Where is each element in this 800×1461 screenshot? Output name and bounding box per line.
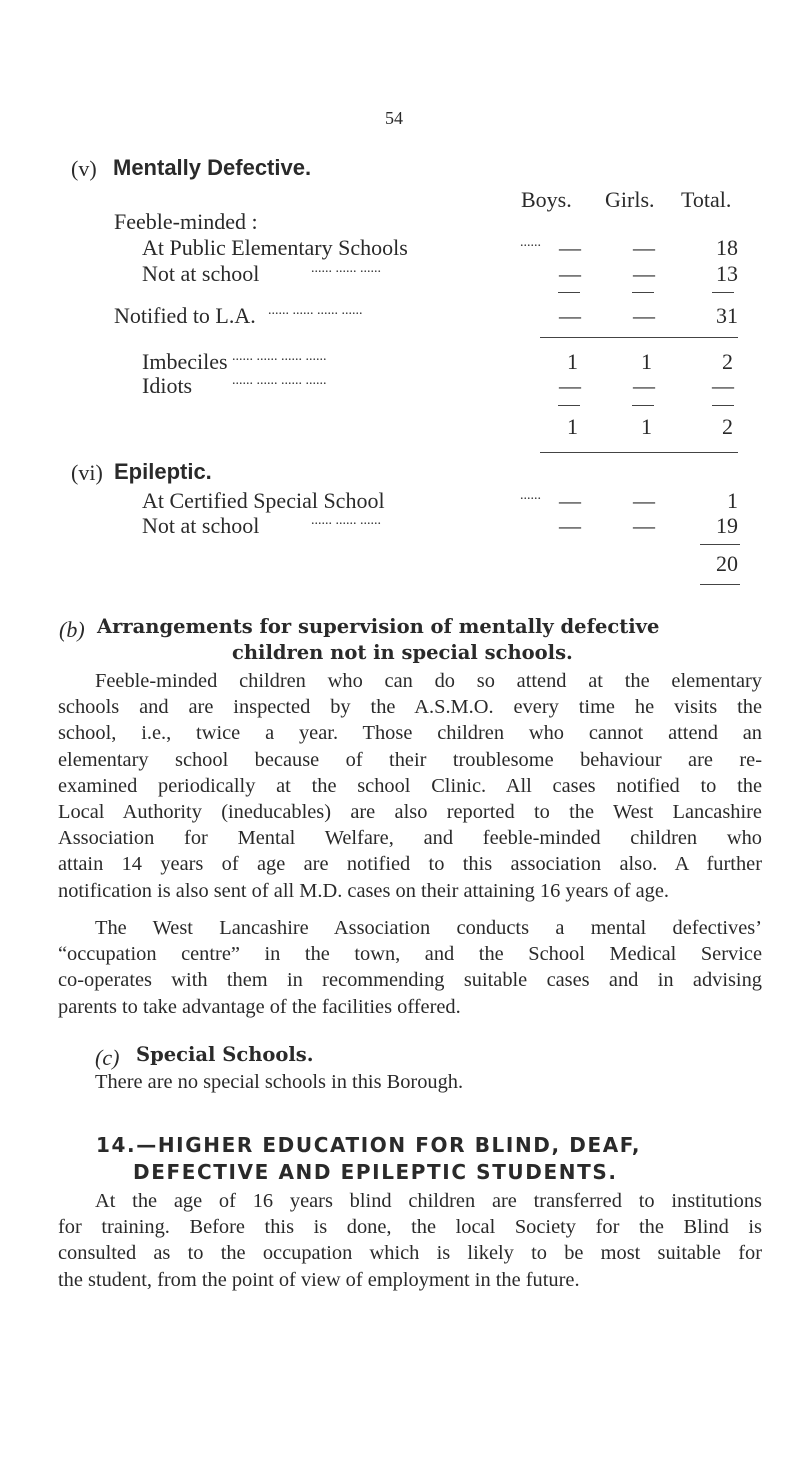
column-header-total: Total. xyxy=(681,187,732,212)
row-label: Idiots xyxy=(142,373,193,398)
section-b-title-line1: Arrangements for supervision of mentally defective xyxy=(97,615,660,638)
total-underline-rule xyxy=(700,584,740,585)
text-line: At the age of 16 years blind children are transferred to institutions xyxy=(95,1190,762,1212)
row-label: At Public Elementary Schools xyxy=(142,235,408,260)
text-line: school, i.e., twice a year. Those children who cannot attend an xyxy=(58,722,762,745)
total-rule xyxy=(700,544,740,545)
row-dots: ...... ...... ...... ...... xyxy=(232,373,327,388)
subtotal-boys: 1 xyxy=(567,414,578,439)
text-line: attain 14 years of age are notified to this association also. A further xyxy=(58,853,762,876)
page-number: 54 xyxy=(385,108,403,128)
text-line: schools and are inspected by the A.S.M.O. every time he visits the xyxy=(58,696,762,719)
text-line: parents to take advantage of the facilities offered. xyxy=(58,995,461,1018)
cell-girls: — xyxy=(633,513,655,538)
section-b-title-line2: children not in special schools. xyxy=(232,641,573,664)
cell-total: — xyxy=(712,373,734,398)
section-14-heading-line2: DEFECTIVE AND EPILEPTIC STUDENTS. xyxy=(133,1160,618,1184)
text-line: for training. Before this is done, the local Society for the Blind is xyxy=(58,1216,762,1239)
row-dots: ...... ...... ...... xyxy=(311,261,381,276)
text-line: examined periodically at the school Clinic. All cases notified to the xyxy=(58,774,762,797)
text-line: elementary school because of their troublesome behaviour are re- xyxy=(58,748,762,771)
row-label: Not at school xyxy=(142,261,260,286)
column-header-girls: Girls. xyxy=(605,187,655,212)
cell-boys: — xyxy=(559,303,581,328)
text-line: The West Lancashire Association conducts a mental defectives’ xyxy=(95,917,762,939)
rule-total xyxy=(712,292,734,293)
text-line: Association for Mental Welfare, and feeble-minded children who xyxy=(58,827,762,850)
row-label: At Certified Special School xyxy=(142,488,385,513)
rule-boys xyxy=(558,292,580,293)
epileptic-total: 20 xyxy=(716,551,738,576)
section-14-heading-line1: 14.—HIGHER EDUCATION FOR BLIND, DEAF, xyxy=(96,1133,642,1157)
row-dots: ...... xyxy=(520,488,541,503)
rule-girls xyxy=(632,292,654,293)
text-line: Feeble-minded children who can do so attend at the elementary xyxy=(95,670,762,692)
cell-total: 31 xyxy=(716,303,738,328)
cell-girls: — xyxy=(633,261,655,286)
section-14-paragraph xyxy=(58,1188,762,1293)
row-label: Notified to L.A. xyxy=(114,303,256,328)
text-line: the student, from the point of view of employment in the future. xyxy=(58,1268,580,1291)
section-vi-title: Epileptic. xyxy=(114,459,212,484)
cell-boys: — xyxy=(559,373,581,398)
cell-boys: — xyxy=(559,261,581,286)
cell-girls: 1 xyxy=(641,349,652,374)
section-b-paragraph-1 xyxy=(58,668,762,904)
rule-total xyxy=(712,405,734,406)
subtotal-underline-rule xyxy=(540,452,738,453)
section-b-label: (b) xyxy=(59,617,85,642)
cell-total: 1 xyxy=(727,488,738,513)
rule-girls xyxy=(632,405,654,406)
text-line: “occupation centre” in the town, and the School Medical Service xyxy=(58,943,762,966)
rule-boys xyxy=(558,405,580,406)
section-v-label: (v) xyxy=(71,156,97,181)
section-c-text: There are no special schools in this Borough. xyxy=(95,1071,464,1093)
subtotal-girls: 1 xyxy=(641,414,652,439)
row-dots: ...... ...... ...... ...... xyxy=(268,303,363,318)
row-dots: ...... ...... ...... xyxy=(311,513,381,528)
section-c-title: Special Schools. xyxy=(136,1043,314,1066)
text-line: notification is also sent of all M.D. cases on their attaining 16 years of age. xyxy=(58,879,669,902)
row-label: Imbeciles xyxy=(142,349,228,374)
section-b-paragraph-2 xyxy=(58,915,762,1020)
cell-boys: — xyxy=(559,513,581,538)
section-c-label: (c) xyxy=(95,1045,120,1070)
row-dots: ...... xyxy=(520,235,541,250)
cell-total: 2 xyxy=(722,349,733,374)
cell-total: 18 xyxy=(716,235,738,260)
row-dots: ...... ...... ...... ...... xyxy=(232,349,327,364)
cell-total: 19 xyxy=(716,513,738,538)
cell-girls: — xyxy=(633,488,655,513)
cell-total: 13 xyxy=(716,261,738,286)
cell-boys: — xyxy=(559,235,581,260)
cell-boys: — xyxy=(559,488,581,513)
section-v-title: Mentally Defective. xyxy=(113,155,312,180)
text-line: consulted as to the occupation which is likely to be most suitable for xyxy=(58,1242,762,1265)
feeble-minded-subtitle: Feeble-minded : xyxy=(114,209,258,234)
subtotal-total: 2 xyxy=(722,414,733,439)
cell-boys: 1 xyxy=(567,349,578,374)
total-divider-rule xyxy=(540,337,738,338)
section-vi-label: (vi) xyxy=(71,460,103,485)
text-line: co-operates with them in recommending suitable cases and in advising xyxy=(58,969,762,992)
text-line: Local Authority (ineducables) are also reported to the West Lancashire xyxy=(58,801,762,824)
row-label: Not at school xyxy=(142,513,260,538)
column-header-boys: Boys. xyxy=(521,187,572,212)
cell-girls: — xyxy=(633,235,655,260)
cell-girls: — xyxy=(633,373,655,398)
cell-girls: — xyxy=(633,303,655,328)
